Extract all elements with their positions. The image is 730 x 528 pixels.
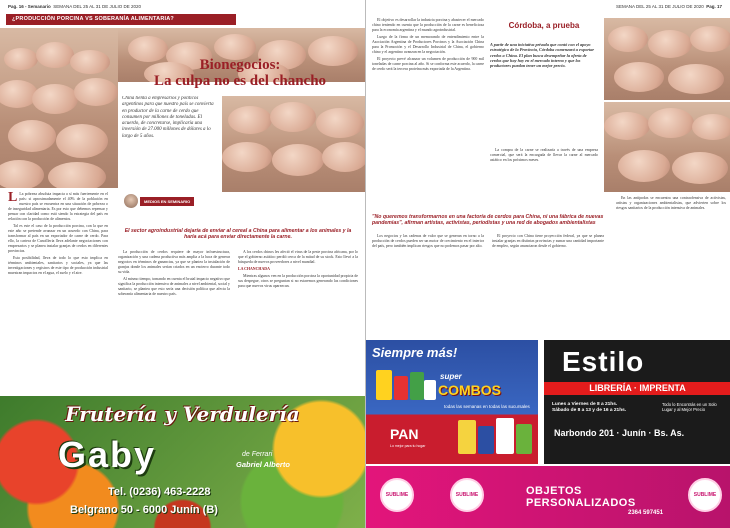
section-kicker: ¿PRODUCCIÓN PORCINA VS SOBERANÍA ALIMENTARIA? — [6, 14, 236, 25]
pigs-photo-cordoba-2 — [604, 102, 730, 192]
sublime-logo-2: SUBLIME — [450, 478, 484, 512]
ad-siempre-title: Siempre más! — [372, 345, 458, 360]
pigs-photo — [0, 28, 118, 188]
ad-estilo-subtitle: LIBRERÍA · IMPRENTA — [544, 382, 730, 395]
body-column-3: La producción de cerdos requiere de mayor infraestructura, organización y una cadena productiva más amplia a la hora de generar negocios en términos de ganancias, ya que se plantea la instalación de granjas donde los animales serían criados en un encierro durante todo su vida. Al mismo tiempo, tomando en cuenta el brutal impacto negativo que significa la producción intensiva de animales a nivel ambiental, social y sanitario, se plantea que esto sería una decisión política que afecta la soberanía alimentaria de nuestro país. — [118, 250, 230, 296]
sublime-title: OBJETOS PERSONALIZADOS — [526, 485, 636, 509]
pigs-photo-cordoba-1 — [604, 18, 730, 100]
pull-quote-right: "No queremos transformarnos en una factoría de cerdos para China, ni una fábrica de nuevas pandemias", afirman artistas, activistas, periodistas y una red de abogados ambientalistas — [372, 214, 604, 227]
sublime-logo-3: SUBLIME — [688, 478, 722, 512]
ad-combos-super: super — [440, 372, 462, 381]
ad-fruteria-name: Gaby — [58, 434, 157, 475]
ad-fruteria-phone[interactable]: Tel. (0236) 463-2228 — [108, 486, 211, 498]
right-page — [365, 0, 730, 528]
body-column-4: A los cerdos chinos les afectó el virus de la peste porcina africana, por lo que el gobierno asiático perdió cerca de la mitad de su stock. Esto llevó a la búsqueda de nuevos proveedores a nivel mundial. LA CHANCHADA Mientras algunos ven en la producción porcina la oportunidad propicia de sus despegue, otros se preguntan si no estaremos generando las condiciones para que nuevos virus aparezcan. — [238, 250, 358, 288]
byline: MEDIOS EN SEMINARIO — [140, 197, 194, 206]
cordoba-title: Córdoba, a prueba — [508, 21, 580, 30]
body-column-right-3: El proyecto con China tiene proyección federal, ya que se planea instalar granjas en distintas provincias y sumar una cantidad importante de empleo, según anunciaron desde el gobierno. — [492, 234, 604, 248]
pigs-photo-right — [222, 96, 365, 192]
body-column-1: L La pobreza absoluta impacta a sí más fuertemente en el país: si aproximadamente el 40% de la población en nuestro país se encuentra en una situación de pobreza o de inseguridad alimentaria. Es por esto que debemos repensar y pensar con claridad como está siendo la estrategia del país en relación con la producción de alimentos. Tal es este el caso de la producción porcina, con la que en este año se pretende avanzar en un acuerdo con China, para transformar al país en un exportador de carne de cerdo. Para ello, la cartera de Cancillería lleva adelante negociaciones con empresarios y se planea instalar granjas de cerdos en diferentes provincias. Esta posibilidad, lleva de todo lo que esto implica en términos ambientales, sanitarios y sociales, ya que las investigaciones y registros de este tipo de producción industrial muestran impactos en el agua, el suelo y el aire. — [8, 192, 108, 275]
folio-left: Pag. 16 - Semanario SEMANA DEL 25 AL 31 DE JULIO DE 2020 — [8, 4, 142, 9]
sublime-phone[interactable]: 2364 597451 — [628, 510, 664, 516]
ad-estilo-logo: Estilo — [562, 346, 645, 377]
ad-pan-logo: PAN — [390, 426, 419, 442]
ad-combos-subtitle: todas las semanas en todas las sucursales — [444, 404, 530, 409]
lead-paragraph: China tienta a empresarios y políticos argentinos para que nuestro país se convierta en productor de la carne de cerdo que consumen por millones de toneladas. El acuerdo, de concretarse, implicaría una inversión de 27.000 millones de dólares a lo largo de 5 años. — [122, 96, 214, 139]
folio-right: SEMANA DEL 25 AL 31 DE JULIO DE 2020 Pag. 17 — [616, 4, 722, 9]
ad-combos-title: COMBOS — [438, 382, 501, 398]
ad-estilo-libreria[interactable] — [544, 340, 730, 464]
ad-supermercado[interactable] — [366, 340, 538, 464]
ad-estilo-tagline: Todo lo Encontrás en un Solo Lugar y al Mejor Precio — [662, 402, 717, 413]
ad-pan-subtitle: Lo mejor para tu hogar — [390, 444, 426, 448]
ad-fruteria-gaby[interactable] — [0, 396, 365, 528]
author-avatar — [124, 194, 138, 208]
cordoba-body: La compra de la carne se realizaría a través de una empresa comercial, que será la encargada de llevar la carne al mercado asiático en los próximos meses. — [490, 148, 598, 162]
ad-fruteria-address: Belgrano 50 - 6000 Junín (B) — [70, 504, 218, 516]
ad-fruteria-ferrari: de Ferrari — [242, 451, 273, 458]
sublime-logo-1: SUBLIME — [380, 478, 414, 512]
ad-estilo-hours: Lunes a Viernes de 8 a 21hs. Sábado de 8 a 13 y de 16 a 21hs. — [552, 402, 627, 414]
body-column-right-1: El objetivo es desarrollar la industria porcina y abastecer el mercado chino teniendo en cuenta que la producción de la carne es beneficiosa para la economía argentina y el mundo agroindustrial. Luego de la firma de un memorando de entendimiento entre la Asociación Argentina de Productores Porcinos y la Asociación China para la Promoción y el Desarrollo Industrial de China, el gobierno chino y el argentino avanzan en la negociación. El proyecto prevé alcanzar un volumen de producción de 900 mil toneladas de carne porcina al año. Si se conforma este acuerdo, la carne de cerdo será la tercera proteína más exportada de la Argentina. — [372, 18, 484, 71]
ad-estilo-address: Narbondo 201 · Junín · Bs. As. — [554, 428, 685, 438]
ad-fruteria-owner: Gabriel Alberto — [236, 460, 290, 469]
page-title: Bionegocios: La culpa no es del chancho — [153, 57, 327, 89]
body-column-right-2: Los negocios y las cadenas de valor que se generan en torno a la producción de cerdos pueden ser un motor de crecimiento en el interior del país, pero también implican riesgos que no podemos pasar por alto. — [372, 234, 484, 248]
pull-quote: El sector agroindustrial dejaría de enviar al cereal a China para alimentar a los animales y la haría acá para enviar directamente la carne. — [124, 228, 352, 241]
body-column-right-4: En las antípodas se encuentra una contraofensiva de activistas, artistas y organizaciones ambientalistas, que advierten sobre los riesgos sanitarios de la producción intensiva de animales. — [616, 196, 726, 210]
ad-sublime[interactable] — [366, 466, 730, 528]
cordoba-lead: A partir de una iniciativa privada que contó con el apoyo estratégico de la Provincia, Córdoba comenzará a exportar cerdos a China. El plan busca desempeñar la oferta de cerdos que hay hoy en el mercado interno y que los productores puedan tener un mejor precio. — [490, 42, 595, 69]
ad-fruteria-title: Frutería y Verdulería — [65, 402, 300, 426]
